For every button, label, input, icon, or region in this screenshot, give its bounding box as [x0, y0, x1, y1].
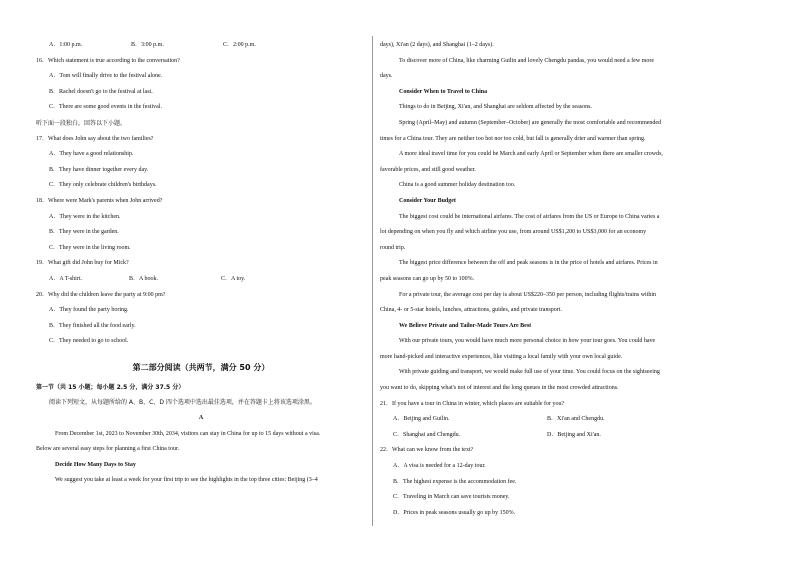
q19-stem: 19．What gift did John buy for Mick? — [36, 260, 129, 267]
passage-heading-when: Consider When to Travel to China — [399, 88, 488, 95]
passage-para-spring-end: times for a China tour. They are neither too hot nor too cold, but fall is generally drier and warmer than spring. — [380, 135, 646, 142]
passage-line-days: days), Xi'an (2 days), and Shanghai (1–2 days). — [380, 42, 494, 48]
q19-options — [36, 272, 366, 288]
passage-heading-days: Decide How Many Days to Stay — [55, 461, 136, 468]
column-divider — [372, 36, 373, 526]
q19-option-b: B．A book. — [129, 275, 159, 282]
q15-option-b: B．3:00 p.m. — [131, 42, 164, 48]
right-column — [380, 38, 712, 521]
q16-stem: 16．Which statement is true according to the conversation? — [36, 57, 180, 64]
q22-option-d: D．Prices in peak seasons usually go up by 150%. — [393, 509, 516, 516]
q18-stem: 18．Where were Mark's parents when John arrived? — [36, 197, 163, 204]
passage-para-choice: With our private tours, you would have much more personal choice in how your tour goes. You could have — [399, 338, 656, 345]
passage-para-price: The biggest price difference between the off and peak seasons is in the price of hotels and airfares. Prices in — [399, 260, 658, 267]
left-column — [36, 38, 366, 489]
q15-options — [36, 38, 366, 54]
passage-para-guiding: With private guiding and transport, we would make full use of your time. You could focus on the sightseeing — [399, 369, 660, 376]
q16-option-b: B．Rachel doesn't go to the festival at last. — [49, 88, 153, 95]
q17-option-b: B．They have dinner together every day. — [49, 166, 149, 173]
q17-option-a: A．They have a good relationship. — [49, 151, 134, 158]
section1-instruction: 阅读下列短文，从每题所给的 A、B、C、D 四个选项中选出最佳选项，并在答题卡上将该选项涂黑。 — [49, 399, 316, 407]
q21-stem: 21．If you have a tour in China in winter, which places are suitable for you? — [380, 400, 565, 407]
passage-para-discover-end: days. — [380, 73, 393, 80]
q16-option-c: C．There are some good events in the festival. — [49, 104, 162, 111]
q17-stem: 17．What does John say about the two families? — [36, 135, 154, 142]
listening-instruction: 听下面一段独白，回答以下小题。 — [36, 119, 127, 127]
passage-para-spring: Spring (April–May) and autumn (September–October) are generally the most comfortable and recommended — [399, 119, 662, 126]
q21-options-row1 — [380, 412, 712, 428]
q18-option-a: A．They were in the kitchen. — [49, 213, 121, 220]
q20-option-a: A．They found the party boring. — [49, 307, 129, 314]
q16-option-a: A．Tom will finally drive to the festival alone. — [49, 73, 163, 80]
q22-option-a: A．A visa is needed for a 12-day tour. — [393, 463, 486, 470]
q21-option-c: C．Shanghai and Chengdu. — [393, 431, 461, 438]
passage-para-discover: To discover more of China, like charming Guilin and lovely Chengdu pandas, you would need a few more — [399, 57, 655, 64]
passage-para-price-end: peak seasons can go up by 50 to 100%. — [380, 275, 475, 282]
passage-para1-line2: Below are several easy steps for planning a first China tour. — [36, 446, 180, 453]
q20-stem: 20．Why did the children leave the party at 9:00 pm? — [36, 291, 166, 298]
q17-option-c: C．They only celebrate children's birthdays. — [49, 182, 157, 189]
q22-stem: 22．What can we know from the text? — [380, 447, 474, 454]
part2-title: 第二部分阅读（共两节，满分 50 分） — [132, 362, 270, 372]
passage-para-summer: China is a good summer holiday destination too. — [399, 182, 516, 189]
section1-title: 第一节（共 15 小题；每小题 2.5 分，满分 37.5 分） — [36, 383, 185, 391]
q20-option-b: B．They finished all the food early. — [49, 322, 136, 329]
passage-para-ideal-end: favorable prices, and still good weather. — [380, 166, 476, 173]
passage-para-airfare: The biggest cost could be international airfares. The cost of airfares from the US or Europe to China varies a — [399, 213, 660, 220]
passage-label: A — [198, 415, 204, 422]
q15-option-c: C．2:00 p.m. — [223, 42, 256, 48]
q19-option-a: A．A T-shirt. — [49, 275, 83, 282]
passage-para-private-cost-end: China, 4- or 5-star hotels, lunches, attractions, guides, and private transport. — [380, 307, 562, 314]
q21-option-b: B．Xi'an and Chengdu. — [547, 416, 605, 423]
passage-para-choice-end: more hand-picked and interactive experiences, like visiting a local family with your own local guide. — [380, 353, 623, 360]
q18-option-b: B．They were in the garden. — [49, 229, 119, 236]
passage-para-guiding-end: you want to do, skipping what's not of interest and the long queues in the most crowded attractions. — [380, 385, 619, 392]
q22-option-c: C．Traveling in March can save tourists money. — [393, 494, 510, 501]
passage-para-private-cost: For a private tour, the average cost per day is about US$220–350 per person, including flights/trains within — [399, 291, 657, 298]
passage-para-seasons: Things to do in Beijing, Xi'an, and Shanghai are seldom affected by the seasons. — [399, 104, 592, 111]
q19-option-c: C．A toy. — [221, 275, 246, 282]
passage-para-airfare-3: round trip. — [380, 244, 406, 251]
passage-heading-private: We Believe Private and Tailor-Made Tours Are Best — [399, 322, 532, 329]
passage-para1-line1: From December 1st, 2023 to November 30th, 2034, visitors can stay in China for up to 15 days without a visa. — [55, 430, 321, 437]
passage-para-ideal: A more ideal travel time for you could be March and early April or September when there are smaller crowds, — [399, 151, 663, 158]
passage-heading-budget: Consider Your Budget — [399, 197, 456, 204]
passage-para2-line1: We suggest you take at least a week for your first trip to see the highlights in the top three cities: Beijing (3–4 — [55, 477, 318, 484]
passage-para-airfare-2: lot depending on when you fly and which airline you use, from around US$1,200 to US$3,000 for an economy — [380, 229, 647, 236]
q18-option-c: C．They were in the living room. — [49, 244, 131, 251]
q21-options-row2 — [380, 428, 712, 444]
q21-option-d: D．Beijing and Xi'an. — [547, 431, 601, 438]
q22-option-b: B．The highest expense is the accommodation fee. — [393, 478, 517, 485]
q15-option-a: A．1:00 p.m. — [49, 42, 83, 48]
q20-option-c: C．They needed to go to school. — [49, 338, 129, 345]
q21-option-a: A．Beijing and Guilin. — [393, 416, 450, 423]
